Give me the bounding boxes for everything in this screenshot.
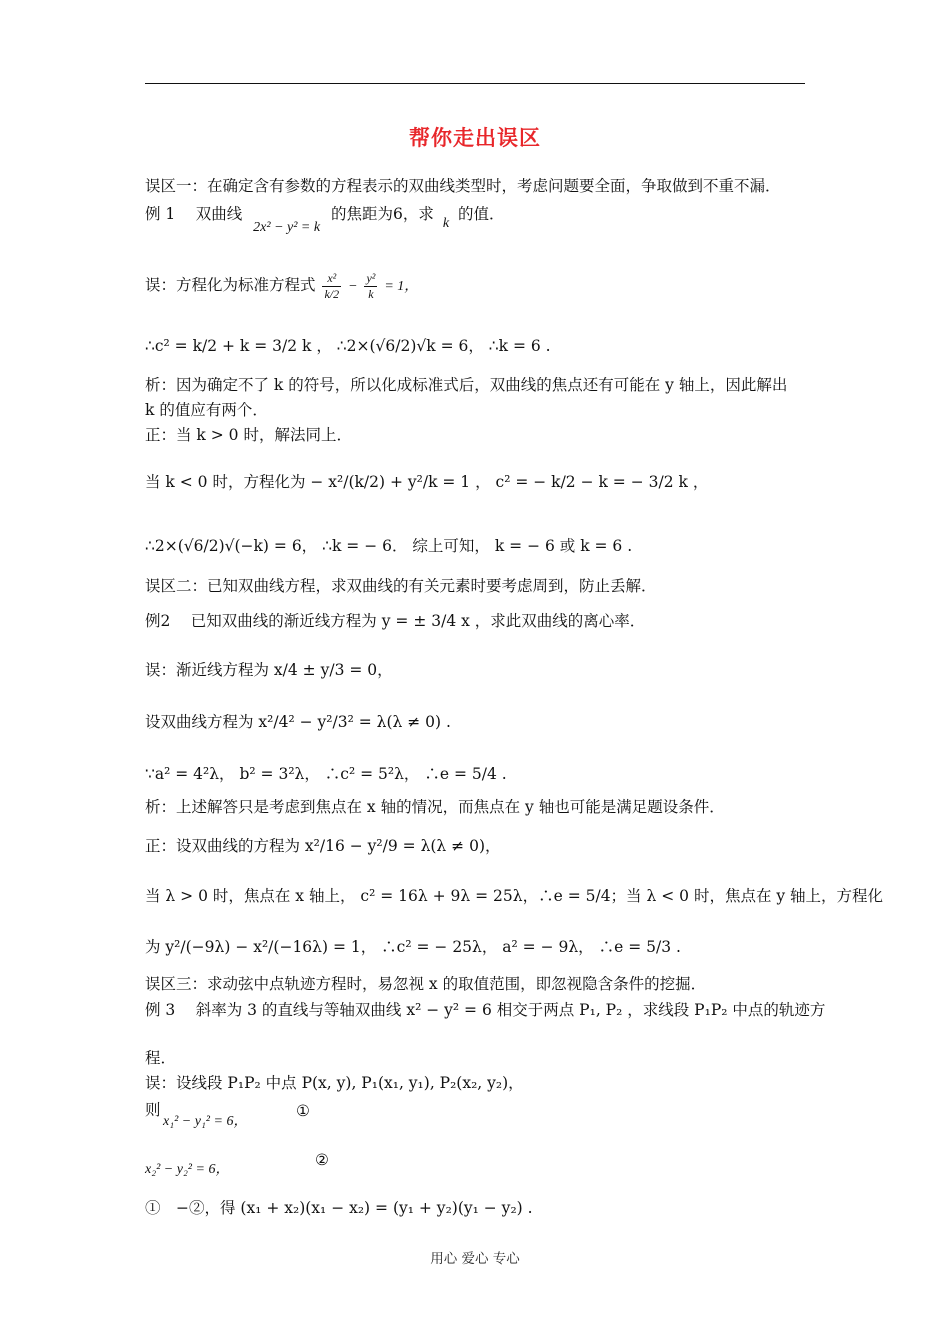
wrong-1-label: 误：方程化为标准方程式 [145, 276, 316, 294]
wrong-2-equation: 设双曲线方程为 x²/4² − y²/3² = λ(λ ≠ 0) . [145, 713, 451, 731]
section-three-heading: 误区三：求动弦中点轨迹方程时，易忽视 x 的取值范围，即忽视隐含条件的挖掘． [145, 975, 707, 993]
correct-1-conclusion: ∴2×(√6/2)√(−k) = 6， ∴k = − 6． 综上可知， k = − 6 或 k = 6 . [145, 537, 633, 555]
example-1-end: 的值． [458, 205, 505, 223]
correct-2-case-1: 当 λ > 0 时，焦点在 x 轴上， c² = 16λ + 9λ = 25λ，∴e = 5/4；当 λ < 0 时，焦点在 y 轴上，方程化 [145, 887, 884, 905]
analysis-1-line-1: 析：因为确定不了 k 的符号，所以化成标准式后，双曲线的焦点还有可能在 y 轴上，因此解出 [145, 376, 788, 394]
header-rule [145, 83, 805, 84]
example-1-line [145, 204, 505, 235]
correct-1-line-2: 当 k < 0 时，方程化为 − x²/(k/2) + y²/k = 1 ， c² = − k/2 − k = − 3/2 k ， [145, 473, 709, 491]
analysis-1-line-2: k 的值应有两个． [145, 401, 268, 419]
frac-numerator: y² [366, 270, 376, 285]
wrong-1-line: 误：方程化为标准方程式 $\frac{\text{x²}}{k/2}$ − $\frac{\text{y²}}{k}$ = 1， [145, 270, 419, 301]
equation-1-marker: ① [296, 1102, 310, 1120]
equation-2-marker: ② [315, 1151, 329, 1169]
equation-1: x₁² − y₁² = 6， [163, 1114, 248, 1129]
section-one-heading: 误区一：在确定含有参数的方程表示的双曲线类型时，考虑问题要全面，争取做到不重不漏． [145, 177, 781, 195]
wrong-2-result: ∵a² = 4²λ， b² = 3²λ， ∴c² = 5²λ， ∴e = 5/4 . [145, 765, 507, 783]
frac-denominator: k/2 [324, 286, 340, 301]
example-3-line-2: 程． [145, 1049, 177, 1067]
correct-2-setup: 正：设双曲线的方程为 x²/16 − y²/9 = λ(λ ≠ 0)， [145, 837, 501, 855]
example-1-k: k [442, 216, 450, 231]
example-2-line: 例2 已知双曲线的渐近线方程为 y = ± 3/4 x ，求此双曲线的离心率． [145, 612, 646, 630]
wrong-2-asymptote: 误：渐近线方程为 x/4 ± y/3 = 0， [145, 661, 393, 679]
wrong-3-then-label: 则 [145, 1101, 161, 1119]
equation-2: x₂² − y₂² = 6， [145, 1162, 230, 1177]
correct-1-line-1: 正：当 k > 0 时，解法同上． [145, 426, 352, 444]
wrong-3-setup: 误：设线段 P₁P₂ 中点 P(x, y), P₁(x₁, y₁), P₂(x₂, y₂)， [145, 1074, 524, 1092]
frac-numerator: x² [322, 271, 341, 287]
example-1-equation: 2x² − y² = k [253, 220, 321, 235]
wrong-1-rhs: = 1， [384, 279, 419, 294]
wrong-1-frac-x [322, 271, 341, 302]
frac-denominator: k [368, 286, 374, 301]
page-footer: 用心 爱心 专心 [430, 1251, 520, 1267]
example-1-label: 例 1 双曲线 [145, 205, 243, 223]
correct-2-case-2: 为 y²/(−9λ) − x²/(−16λ) = 1， ∴c² = − 25λ， a² = − 9λ， ∴e = 5/3 . [145, 938, 681, 956]
page-title: 帮你走出误区 [409, 126, 541, 150]
analysis-2-line: 析：上述解答只是考虑到焦点在 x 轴的情况，而焦点在 y 轴也可能是满足题设条件． [145, 798, 725, 816]
subtraction-result: ① −②，得 (x₁ + x₂)(x₁ − x₂) = (y₁ + y₂)(y₁ − y₂) . [145, 1199, 533, 1217]
wrong-1-frac-y [364, 271, 377, 302]
wrong-1-derivation: ∴c² = k/2 + k = 3/2 k ， ∴2×(√6/2)√k = 6， ∴k = 6 . [145, 337, 551, 355]
example-3-line-1: 例 3 斜率为 3 的直线与等轴双曲线 x² − y² = 6 相交于两点 P₁, P₂ ，求线段 P₁P₂ 中点的轨迹方 [145, 1001, 826, 1019]
section-two-heading: 误区二：已知双曲线方程，求双曲线的有关元素时要考虑周到，防止丢解． [145, 577, 657, 595]
example-1-text: 的焦距为6，求 [331, 205, 434, 223]
